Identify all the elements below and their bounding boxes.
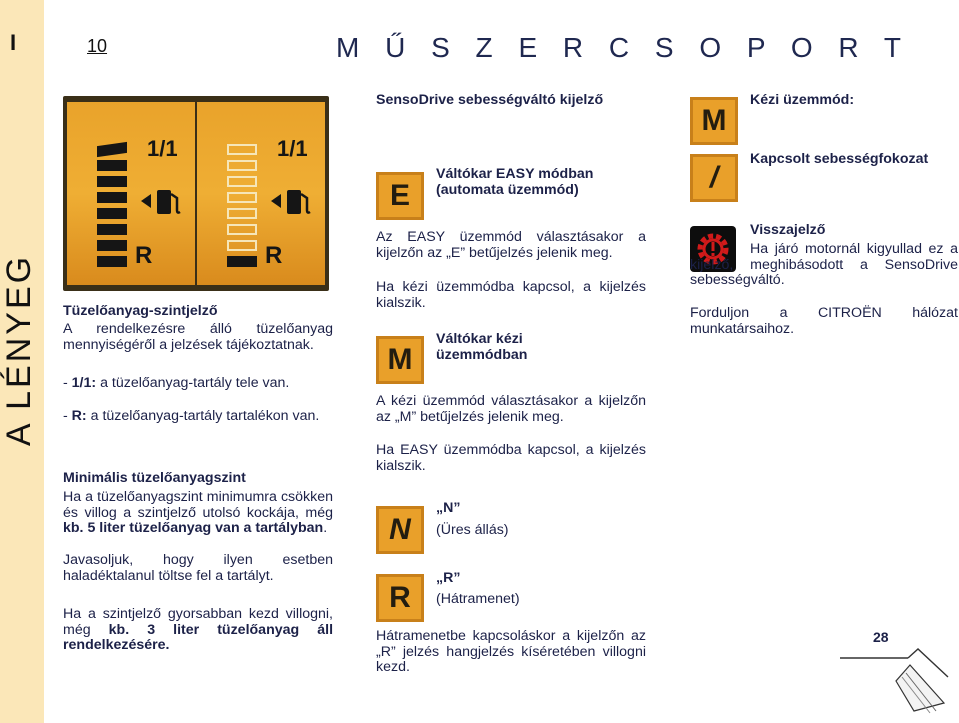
chapter-title: M Ű S Z E R C S O P O R T [336,32,911,63]
manual-mode-indicator-icon [690,97,738,145]
min-fuel-blink [63,607,333,654]
manual-mode-p1: A kézi üzemmód választásakor a kijelzőn az „M” betűjelzés jelenik meg. [376,393,646,425]
fuel-level-intro: A rendelkezésre álló tüzelőanyag mennyiségéről a jelzések tájékoztatnak. [63,321,333,353]
fuel-level-title: Tüzelőanyag-szintjelző [63,303,218,319]
gauge-bar [97,240,127,251]
gauge-bar [97,160,127,171]
item-text: a tüzelőanyag-tartály tartalékon van. [90,408,320,424]
footer-page-number: 28 [873,629,889,645]
reserve-label: R [135,242,153,269]
reverse-title: „R” [436,570,461,586]
icon-letter: R [389,581,411,614]
fuel-level-item-full: - 1/1: a tüzelőanyag-tartály tele van. [63,375,290,391]
text-run: Ha a szintjelző gyorsabban kezd villogni, még [63,606,333,638]
fuel-pump-icon [271,184,315,218]
warning-p2: Forduljon a CITROËN hálózat munkatársaihoz. [690,305,958,337]
fuel-gauge-full-panel [67,102,195,285]
gauge-bar [97,176,127,187]
fuel-level-item-reserve: - R: a tüzelőanyag-tartály tartalékon van. [63,408,320,424]
gauge-bar-empty [227,160,257,171]
reverse-paragraph: Hátramenetbe kapcsoláskor a kijelzőn az „R” jelzés hangjelzés kíséretében villogni kezd. [376,628,646,675]
gauge-bar [97,208,127,219]
gear-indicator-icon [690,154,738,202]
text-run: . [323,520,328,536]
manual-mode-label: Kézi üzemmód: [750,92,855,108]
neutral-icon [376,506,424,554]
section-roman-numeral: I [10,30,17,55]
book-corner-icon [840,645,950,715]
gauge-bar-empty [227,224,257,235]
text-run: Ha a tüzelőanyagszint minimumra csökken és villog a szintjelző utolsó kockája, még [63,489,333,521]
gear-label: Kapcsolt sebességfokozat [750,151,929,167]
neutral-subtitle: (Üres állás) [436,522,509,538]
easy-mode-p1: Az EASY üzemmód választásakor a kijelzőn az „E” betűjelzés jelenik meg. [376,229,646,261]
manual-mode-title: Váltókar kézi üzemmódban [436,331,528,363]
sensodrive-title: SensoDrive sebességváltó kijelző [376,92,604,108]
full-label: 1/1 [277,136,308,161]
min-fuel-paragraph [63,490,333,537]
text-bold: kb. 5 liter tüzelőanyag van a tartályban [63,520,324,536]
easy-mode-p2: Ha kézi üzemmódba kapcsol, a kijelzés kialszik. [376,279,646,311]
gauge-bar-empty [227,240,257,251]
gauge-bar [97,192,127,203]
easy-mode-title: Váltókar EASY módban (automata üzemmód) [436,166,594,198]
gauge-bar [227,256,257,267]
gauge-bar [97,224,127,235]
icon-letter: / [709,161,719,194]
item-key: 1/1: [71,375,97,391]
section-vertical-title: A LÉNYEG [0,253,38,447]
fuel-pump-icon [141,184,185,218]
icon-letter: M [701,104,727,137]
item-key: R: [71,408,87,424]
min-fuel-title: Minimális tüzelőanyagszint [63,470,246,486]
full-label: 1/1 [147,136,178,161]
icon-letter: N [389,513,411,546]
reverse-icon [376,574,424,622]
gauge-bar [97,142,127,157]
reserve-label: R [265,242,283,269]
easy-mode-icon [376,172,424,220]
item-text: a tüzelőanyag-tartály tele van. [100,375,290,391]
icon-letter: E [389,179,410,212]
gauge-bar-empty [227,144,257,155]
manual-mode-icon [376,336,424,384]
min-fuel-advice: Javasoljuk, hogy ilyen esetben haladéktalanul töltse fel a tartályt. [63,552,333,584]
neutral-title: „N” [436,500,461,516]
gauge-bar-empty [227,208,257,219]
gauge-bar [97,256,127,267]
icon-letter: M [387,343,413,376]
text-bold: kb. 3 liter tüzelőanyag áll rendelkezésére. [63,621,334,653]
fuel-gauge-low-panel [197,102,325,285]
reverse-subtitle: (Hátramenet) [436,591,520,607]
manual-mode-p2: Ha EASY üzemmódba kapcsol, a kijelzés kialszik. [376,442,646,474]
fuel-gauge-image [63,96,329,291]
warning-p1: Ha járó motornál kigyullad ez a kijelző, meghibásodott a SensoDrive sebességváltó. [690,241,958,288]
page-number-link[interactable]: 10 [87,36,108,56]
gauge-bar-empty [227,176,257,187]
gauge-bar-empty [227,192,257,203]
warning-title: Visszajelző [750,222,826,238]
